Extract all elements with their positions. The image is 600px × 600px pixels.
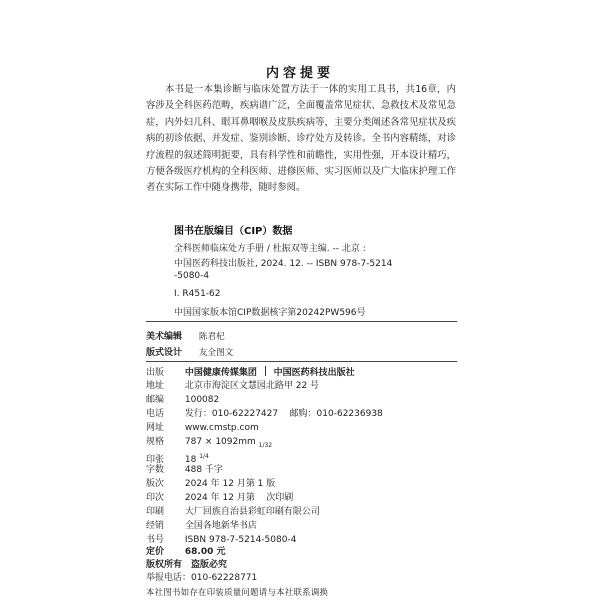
report-phone-value: 010-62228771 bbox=[191, 573, 258, 583]
cip-line-1: 全科医师临床处方手册 / 杜振双等主编. -- 北京 : bbox=[174, 244, 366, 254]
summary-body: 本书是一本集诊断与临床处置方法于一体的实用工具书，共16章，内容涉及全科医药范畴，疾病谱广泛，全面覆盖常见症状、急救技术及常见急症，内外妇儿科、眼耳鼻咽喉及皮肤疾病等，主要分类阐述各常见症状及疾病的初诊依据、并发症、鉴别诊断、诊疗处方及转诊。全书内容精练，对诊疗流程的叙述简明扼要，具有科学性和前瞻性，实用性强，开本设计精巧，方便各级医疗机构的全科医师、进修医师、实习医师以及广大临床护理工作者在实际工作中随身携带，随时参阅。 bbox=[146, 84, 456, 194]
divider-middle bbox=[146, 361, 457, 362]
price-label: 定价 bbox=[146, 547, 165, 557]
postcode-row bbox=[146, 394, 219, 407]
sheets-label: 印张 bbox=[146, 455, 165, 465]
isbn-label: 书号 bbox=[146, 535, 165, 545]
publisher-label: 出版 bbox=[146, 368, 165, 378]
printing-label: 印次 bbox=[146, 493, 165, 503]
format-size: 787 × 1092mm bbox=[184, 437, 256, 447]
printing-value: 2024 年 12 月第 次印刷 bbox=[184, 493, 294, 503]
words-value: 488 千字 bbox=[184, 465, 223, 475]
phone-label: 电话 bbox=[146, 409, 165, 419]
summary-title: 内容提要 bbox=[265, 66, 334, 81]
divider-top bbox=[146, 321, 457, 322]
art-editor-value: 陈君杞 bbox=[198, 332, 225, 342]
printer-row bbox=[146, 506, 320, 519]
sheets-number: 18 bbox=[184, 455, 197, 465]
printing-row bbox=[146, 492, 293, 505]
edition-row bbox=[146, 478, 275, 491]
format-row bbox=[146, 436, 272, 449]
address-row bbox=[146, 380, 319, 393]
format-label: 规格 bbox=[146, 437, 165, 447]
phone-value: 发行：010-62227427 邮购：010-62236938 bbox=[184, 409, 383, 419]
isbn-value: ISBN 978-7-5214-5080-4 bbox=[184, 535, 297, 545]
publisher-press: 中国医药科技出版社 bbox=[273, 368, 355, 378]
address-value: 北京市海淀区文慧园北路甲 22 号 bbox=[184, 381, 320, 391]
postcode-label: 邮编 bbox=[146, 395, 165, 405]
words-label: 字数 bbox=[146, 465, 165, 475]
art-editor-label: 美术编辑 bbox=[146, 332, 183, 342]
sheets-row bbox=[146, 450, 209, 463]
publisher-separator bbox=[265, 366, 266, 376]
report-phone-label: 举报电话： bbox=[146, 573, 192, 583]
cip-classification: Ⅰ. R451-62 bbox=[174, 289, 221, 299]
address-label: 地址 bbox=[146, 381, 165, 391]
report-phone-row bbox=[146, 572, 257, 585]
edition-value: 2024 年 12 月第 1 版 bbox=[184, 479, 276, 489]
sheets-fraction: 1/4 bbox=[199, 453, 209, 460]
distributor-row bbox=[146, 520, 257, 533]
copyright-text: 版权所有 盗版必究 bbox=[146, 560, 228, 570]
phone-row bbox=[146, 408, 383, 421]
format-fraction: 1/32 bbox=[258, 441, 273, 449]
website-label: 网址 bbox=[146, 423, 165, 433]
printer-value: 大厂回族自治县彩虹印刷有限公司 bbox=[184, 507, 320, 517]
art-editor-row bbox=[146, 329, 225, 342]
price-value: 68.00 元 bbox=[184, 547, 226, 557]
publisher-row bbox=[146, 366, 355, 379]
layout-design-row bbox=[146, 345, 233, 358]
publisher-group: 中国健康传媒集团 bbox=[184, 368, 257, 378]
distributor-label: 经销 bbox=[146, 521, 165, 531]
layout-design-value: 友全图文 bbox=[198, 348, 234, 358]
printer-label: 印刷 bbox=[146, 507, 165, 517]
postcode-value: 100082 bbox=[184, 395, 220, 405]
footer-note: 本社图书如存在印装质量问题请与本社联系调换 bbox=[146, 587, 329, 597]
price-row bbox=[146, 546, 225, 559]
layout-design-label: 版式设计 bbox=[146, 348, 183, 358]
website-value: www.cmstp.com bbox=[184, 423, 259, 433]
website-row bbox=[146, 422, 259, 435]
edition-label: 版次 bbox=[146, 479, 165, 489]
copyright-row bbox=[146, 559, 227, 572]
words-row bbox=[146, 464, 223, 477]
cip-record: 中国国家版本馆CIP数据核字第20242PW596号 bbox=[174, 308, 366, 318]
cip-title: 图书在版编目（CIP）数据 bbox=[174, 226, 293, 237]
distributor-value: 全国各地新华书店 bbox=[184, 521, 257, 531]
cip-line-2: 中国医药科技出版社, 2024. 12. -- ISBN 978-7-5214 bbox=[174, 259, 393, 269]
cip-line-3: -5080-4 bbox=[174, 271, 210, 281]
